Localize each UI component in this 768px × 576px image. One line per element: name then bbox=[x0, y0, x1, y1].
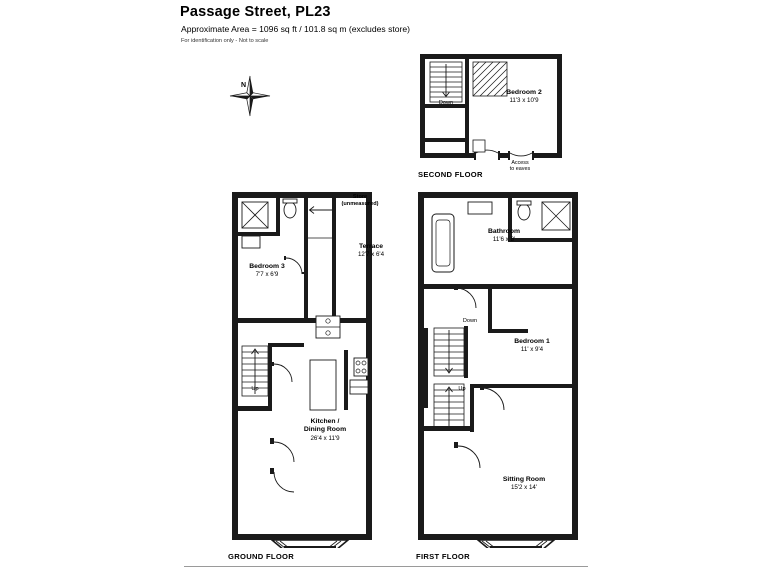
second-floor-plan bbox=[418, 52, 578, 173]
room-name: Bedroom 3 bbox=[249, 263, 285, 270]
floor-label-first: FIRST FLOOR bbox=[416, 552, 470, 561]
note-line-1: Access bbox=[511, 160, 529, 166]
room-name: Sitting Room bbox=[502, 476, 546, 483]
room-dimensions: 12'7 x 6'4 bbox=[357, 251, 385, 259]
room-name-line-2: Dining Room bbox=[303, 426, 347, 434]
room-label-bedroom-2 bbox=[486, 89, 562, 105]
stair-note-down-first: Down bbox=[462, 318, 478, 324]
room-dimensions: 11' x 9'4 bbox=[520, 346, 544, 354]
stair-note-down-second: Down bbox=[438, 100, 454, 106]
room-label-terrace bbox=[340, 243, 402, 259]
note-line-2: to eaves bbox=[509, 166, 531, 173]
room-name: Bathroom bbox=[487, 228, 521, 235]
footer-divider bbox=[184, 566, 588, 567]
area-subtitle: Approximate Area = 1096 sq ft / 101.8 sq m (excludes store) bbox=[181, 24, 411, 34]
stair-note-up-ground: Up bbox=[251, 386, 259, 392]
compass-n-label: N bbox=[241, 82, 247, 89]
room-name: Terrace bbox=[358, 243, 384, 250]
compass-icon bbox=[228, 74, 272, 118]
room-label-sitting-room bbox=[482, 476, 566, 492]
disclaimer-text: For identification only - Not to scale bbox=[181, 38, 269, 44]
room-name: Bedroom 1 bbox=[514, 338, 550, 345]
room-name: Bedroom 2 bbox=[506, 89, 542, 96]
room-dimensions: 7'7 x 6'9 bbox=[255, 271, 279, 279]
page-title: Passage Street, PL23 bbox=[180, 4, 331, 20]
room-label-bathroom bbox=[468, 228, 540, 244]
room-dimensions: 15'2 x 14' bbox=[510, 484, 538, 492]
note-store-unmeasured bbox=[328, 194, 392, 208]
note-line-2: (unmeasured) bbox=[341, 200, 379, 207]
room-label-bedroom-3 bbox=[232, 263, 302, 279]
note-access-to-eaves bbox=[498, 160, 542, 173]
room-label-bedroom-1 bbox=[494, 338, 570, 354]
ground-floor-plan bbox=[228, 188, 398, 548]
floor-label-ground: GROUND FLOOR bbox=[228, 552, 295, 561]
stair-note-up-first: Up bbox=[458, 386, 466, 392]
room-name-line-1: Kitchen / bbox=[310, 418, 340, 425]
room-dimensions: 11'6 x 8' bbox=[492, 236, 516, 244]
room-dimensions: 26'4 x 11'9 bbox=[310, 434, 340, 442]
room-label-kitchen-dining bbox=[286, 418, 364, 443]
floor-label-second: SECOND FLOOR bbox=[418, 170, 483, 179]
room-dimensions: 11'3 x 10'9 bbox=[509, 97, 539, 105]
first-floor-plan bbox=[412, 188, 592, 548]
note-line-1: Store bbox=[352, 194, 368, 200]
